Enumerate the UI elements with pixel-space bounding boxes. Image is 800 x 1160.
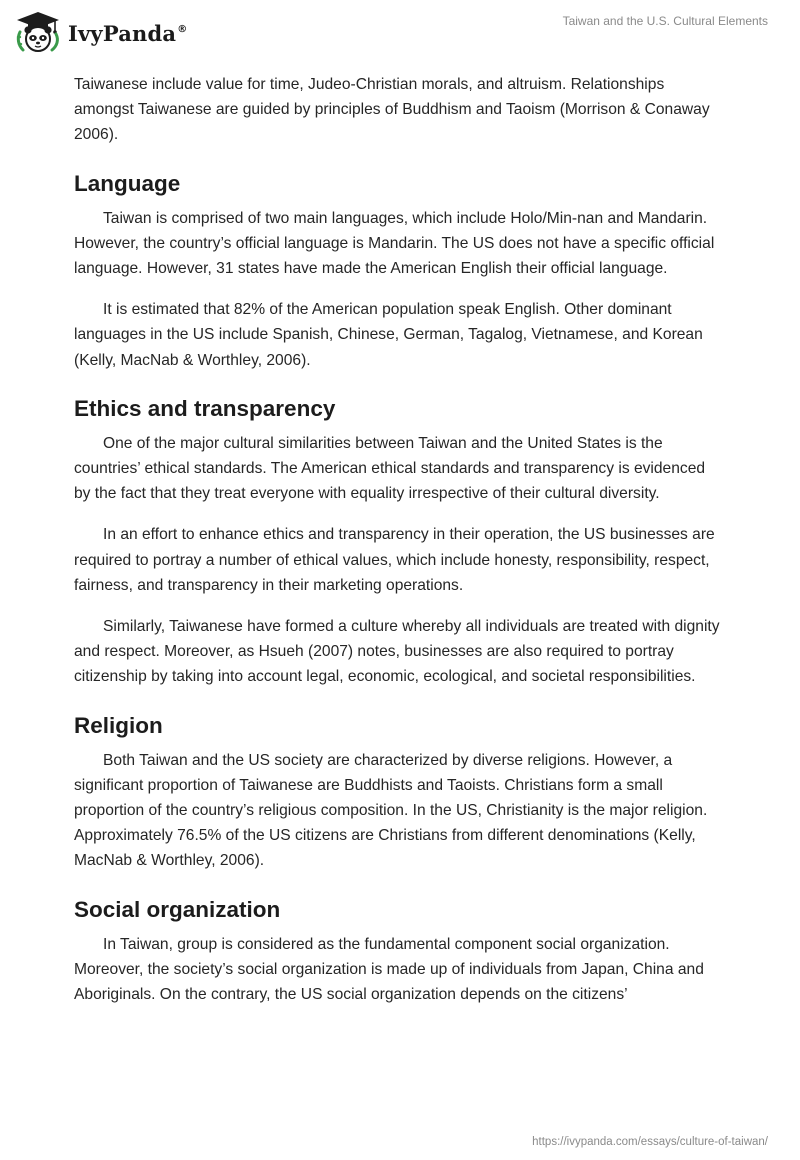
source-url[interactable]: https://ivypanda.com/essays/culture-of-taiwan/ [532,1136,768,1148]
essay-content [74,72,724,1023]
page-header [0,0,800,64]
paragraph: One of the major cultural similarities between Taiwan and the United States is the countries’ ethical standards. The American ethical standards and transparency is evidenced by the fact that they treat everyone with equality irrespective of their cultural diversity. [74,434,706,503]
intro-paragraph: Taiwanese include value for time, Judeo-Christian morals, and altruism. Relationships amongst Taiwanese are guided by principles of Buddhism and Taoism (Morrison & Conaway 2006). [74,76,710,144]
paragraph: In an effort to enhance ethics and transparency in their operation, the US businesses are required to portray a number of ethical values, which include honesty, responsibility, respect, fairness, and transparency in their marketing operations. [74,526,715,594]
paragraph: In Taiwan, group is considered as the fundamental component social organization. Moreover, the society’s social organization is made up of individuals from Japan, China and Aboriginals. On the contrary, the US social organization depends on the citizens’ [74,935,704,1004]
registered-mark: ® [177,23,188,35]
logo-text: IvyPanda® [68,20,188,46]
document-title: Taiwan and the U.S. Cultural Elements [562,14,768,28]
paragraph: Taiwan is comprised of two main languages, which include Holo/Min-nan and Mandarin. However, the country’s official language is Mandarin. The US does not have a specific official language. However, 31 states have made the American English their official language. [74,209,715,278]
paragraph: It is estimated that 82% of the American population speak English. Other dominant languages in the US include Spanish, Chinese, German, Tagalog, Vietnamese, and Korean (Kelly, MacNab & Worthley, 2006). [74,301,703,369]
heading-social-organization: Social organization [74,896,281,922]
heading-religion: Religion [74,712,163,738]
paragraph: Both Taiwan and the US society are characterized by diverse religions. However, a significant proportion of Taiwanese are Buddhists and Taoists. Christians form a small proportion of the country’s religious composition. In the US, Christianity is the major religion. Approximately 76.5% of the US citizens are Christians from different denominations (Kelly, MacNab & Worthley, 2006). [74,751,708,870]
paragraph: Similarly, Taiwanese have formed a culture whereby all individuals are treated with dignity and respect. Moreover, as Hsueh (2007) notes, businesses are also required to portray citizenship by taking into account legal, economic, ecological, and societal responsibilities. [74,618,720,686]
panda-graduate-icon [14,10,62,54]
ivypanda-logo[interactable] [14,10,187,54]
heading-ethics-and-transparency: Ethics and transparency [74,395,336,421]
heading-language: Language [74,170,181,196]
